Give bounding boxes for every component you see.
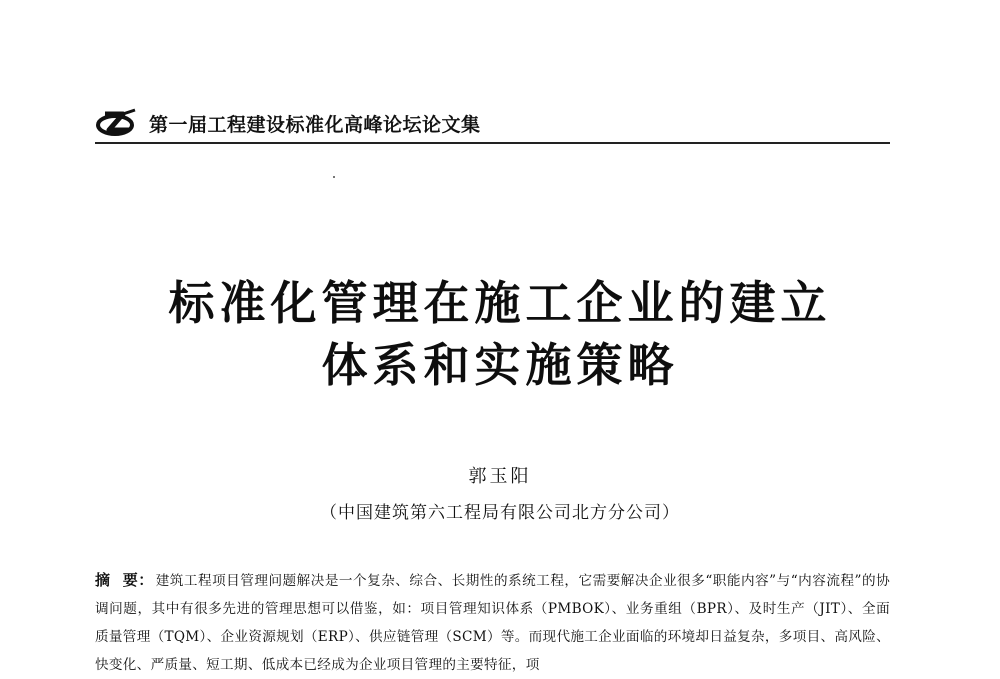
title-line-1: 标准化管理在施工企业的建立 [168,276,832,330]
scan-speck [333,176,335,178]
abstract-label-char-1: 摘 [95,571,111,589]
author-name: 郭玉阳 [468,466,532,487]
abstract-label-char-2: 要： [122,571,154,589]
title-line-2: 体系和实施策略 [321,338,679,392]
paper-title [0,272,1000,396]
abstract [95,566,890,679]
author-affiliation: （中国建筑第六工程局有限公司北方分公司） [320,503,680,523]
series-title: 第一届工程建设标准化高峰论坛论文集 [149,113,481,136]
abstract-text: 建筑工程项目管理问题解决是一个复杂、综合、长期性的系统工程，它需要解决企业很多“职能内容”与“内容流程”的协调问题，其中有很多先进的管理思想可以借鉴，如：项目管理知识体系（PMBOK）、业务重组（BPR）、及时生产（JIT）、全面质量管理（TQM）、企业资源规划（ERP）、供应链管理（SCM）等。而现代施工企业面临的环境却日益复杂，多项目、高风险、快变化、严质量、短工期、低成本已经成为企业项目管理的主要特征，项 [95,573,890,673]
running-header [95,104,890,144]
abstract-label [95,571,154,589]
conference-logo-icon [95,108,139,138]
